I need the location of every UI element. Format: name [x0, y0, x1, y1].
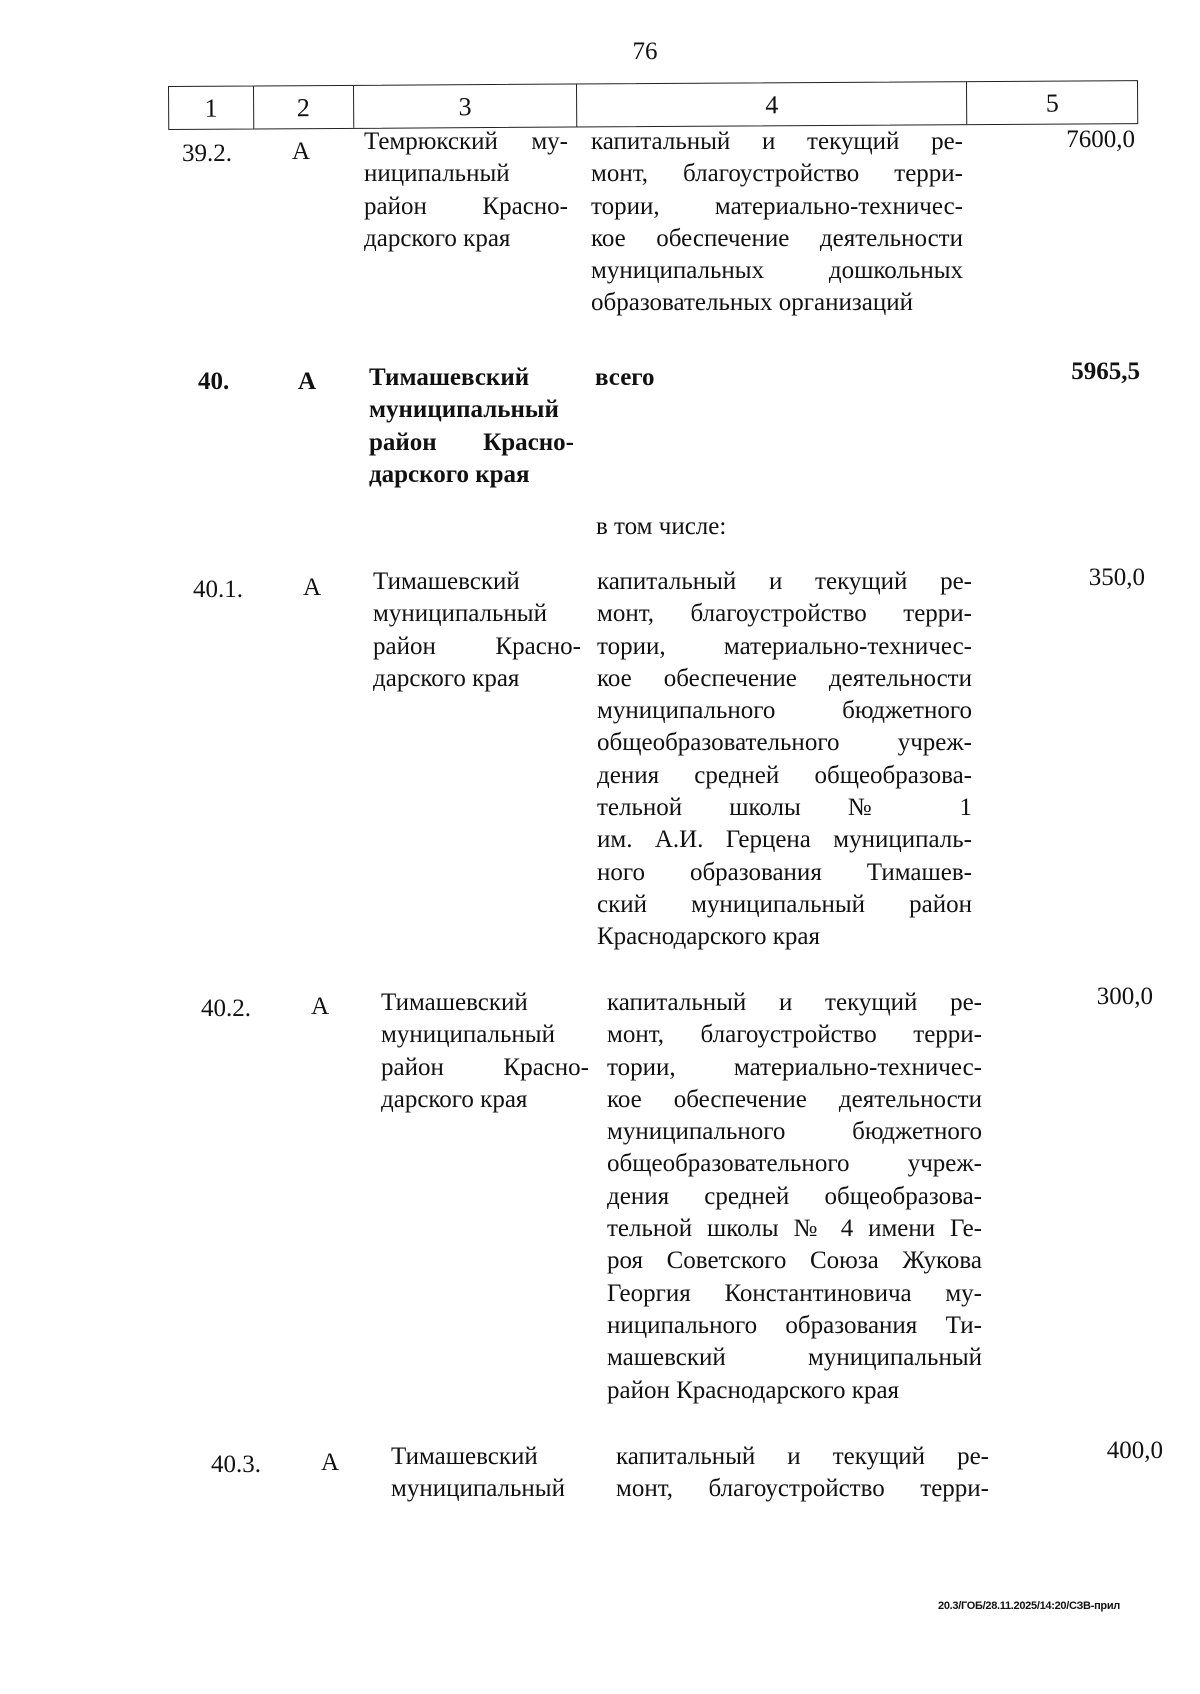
- row-number: 40.3.: [211, 1451, 261, 1478]
- page-number: 76: [632, 38, 658, 65]
- name-line: дарского края: [381, 1085, 528, 1113]
- name-line: район Красно-: [373, 632, 581, 660]
- desc-line: дения средней общеобразова-: [607, 1182, 982, 1210]
- name-line: Темрюкский му-: [364, 128, 568, 155]
- header-col-2: 2: [254, 86, 354, 129]
- desc-line: им. А.И. Герцена муниципаль-: [597, 826, 972, 854]
- row-number: 40.2.: [201, 995, 251, 1022]
- row-name: [373, 566, 581, 695]
- name-line: район Красно-: [364, 192, 568, 220]
- row-code: А: [321, 1449, 340, 1476]
- desc-line: кое обеспечение деятельности: [597, 664, 972, 692]
- desc-line: монт, благоустройство терри-: [607, 1021, 982, 1049]
- desc-line: муниципального бюджетного: [607, 1118, 982, 1146]
- name-line: район Красно-: [369, 428, 574, 456]
- desc-line: капитальный и текущий ре-: [591, 128, 963, 155]
- row-name: [364, 126, 568, 255]
- row-code: А: [311, 993, 330, 1020]
- desc-line: тории, материально-техничес-: [591, 192, 963, 220]
- row-description: [595, 362, 967, 394]
- name-line: Тимашевский: [381, 989, 528, 1016]
- desc-line: капитальный и текущий ре-: [616, 1443, 989, 1470]
- table-header: [168, 80, 1138, 130]
- name-line: дарского края: [373, 664, 520, 692]
- desc-line: дения средней общеобразова-: [597, 761, 972, 789]
- name-line: район Красно-: [381, 1053, 589, 1081]
- desc-line: ский муниципальный район: [597, 890, 972, 918]
- desc-line: капитальный и текущий ре-: [607, 989, 982, 1016]
- desc-line: тории, материально-техничес-: [607, 1053, 982, 1081]
- desc-line: Краснодарского края: [597, 923, 820, 951]
- row-number: 39.2.: [182, 140, 232, 167]
- document-footer-code: 20.3/ГОБ/28.11.2025/14:20/СЗВ-прил: [938, 1600, 1120, 1612]
- row-description: [616, 1441, 989, 1506]
- desc-line: кое обеспечение деятельности: [607, 1085, 982, 1113]
- row-code: А: [298, 368, 317, 395]
- name-line: Тимашевский: [369, 364, 530, 391]
- desc-line: тельной школы № 4 имени Ге-: [607, 1215, 982, 1243]
- header-col-3: 3: [354, 85, 578, 128]
- row-name: [391, 1441, 599, 1506]
- desc-line: капитальный и текущий ре-: [597, 568, 972, 595]
- desc-line: муниципальных дошкольных: [591, 257, 963, 285]
- desc-line: монт, благоустройство терри-: [591, 160, 963, 188]
- header-col-4: 4: [577, 82, 967, 126]
- name-line: муниципальный: [373, 600, 547, 628]
- name-line: муниципальный: [381, 1021, 555, 1049]
- row-code: А: [303, 574, 322, 601]
- desc-line: муниципального бюджетного: [597, 697, 972, 725]
- subtotal-label: в том числе:: [596, 513, 727, 540]
- row-name: [369, 362, 574, 491]
- row-name: [381, 987, 589, 1116]
- desc-line: район Краснодарского края: [607, 1376, 900, 1404]
- header-col-5: 5: [1045, 88, 1059, 118]
- row-amount: 300,0: [1096, 983, 1153, 1010]
- name-line: муниципальный: [391, 1475, 565, 1503]
- row-description: [591, 126, 963, 320]
- desc-line: тории, материально-техничес-: [597, 632, 972, 660]
- name-line: Тимашевский: [391, 1443, 538, 1470]
- desc-line: тельной школы № 1: [597, 794, 972, 822]
- name-line: Тимашевский: [373, 568, 520, 595]
- name-line: муниципальный: [369, 396, 559, 424]
- row-number: 40.: [198, 368, 230, 395]
- name-line: ниципальный: [364, 160, 510, 188]
- desc-line: всего: [595, 364, 655, 391]
- row-amount: 350,0: [1088, 564, 1145, 591]
- row-description: [597, 566, 972, 954]
- desc-line: образовательных организаций: [591, 289, 914, 317]
- row-description: [607, 987, 982, 1407]
- desc-line: ниципального образования Ти-: [607, 1311, 982, 1339]
- row-code: А: [292, 138, 311, 165]
- desc-line: общеобразовательного учреж-: [607, 1150, 982, 1178]
- row-amount: 7600,0: [1066, 126, 1135, 153]
- desc-line: общеобразовательного учреж-: [597, 729, 972, 757]
- desc-line: монт, благоустройство терри-: [597, 600, 972, 628]
- row-amount: 5965,5: [1071, 358, 1140, 385]
- desc-line: роя Советского Союза Жукова: [607, 1247, 982, 1275]
- desc-line: машевский муниципальный: [607, 1344, 982, 1372]
- header-col-1: 1: [169, 86, 254, 129]
- desc-line: Георгия Константиновича му-: [607, 1279, 982, 1307]
- desc-line: монт, благоустройство терри-: [616, 1475, 989, 1503]
- row-amount: 400,0: [1106, 1437, 1163, 1464]
- name-line: дарского края: [369, 460, 530, 488]
- desc-line: ного образования Тимашев-: [597, 858, 972, 886]
- row-number: 40.1.: [193, 576, 243, 603]
- desc-line: кое обеспечение деятельности: [591, 224, 963, 252]
- name-line: дарского края: [364, 224, 511, 252]
